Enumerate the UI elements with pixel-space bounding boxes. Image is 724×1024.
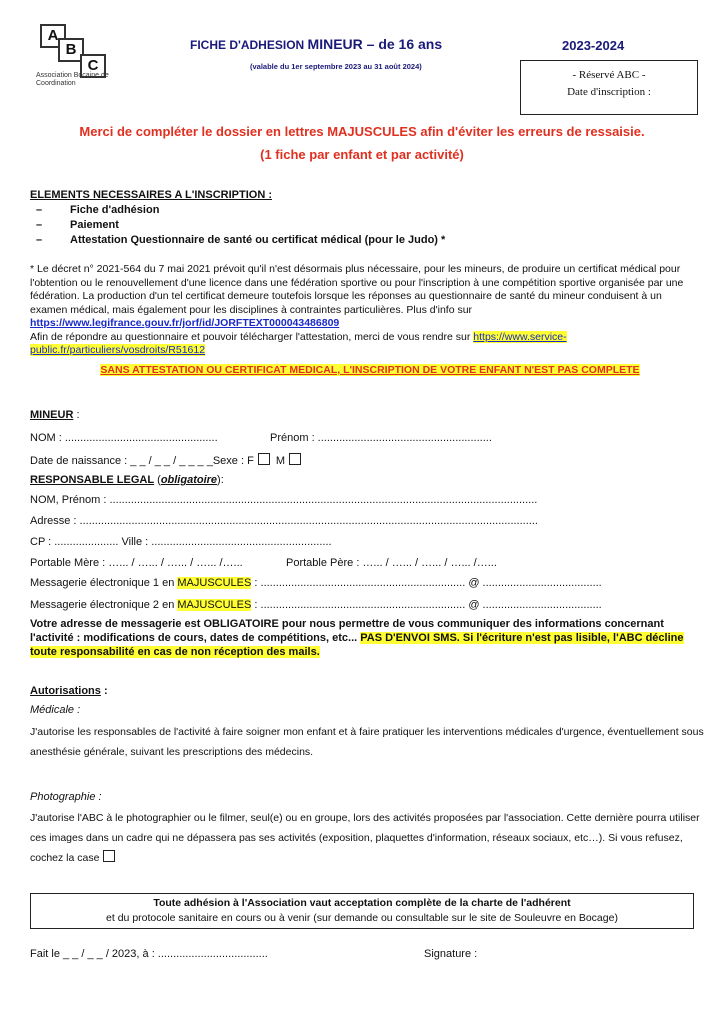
portable-mere-field[interactable]: Portable Mère : …... / …... / …... / …... /…... [30, 557, 243, 569]
fait-le-field[interactable]: Fait le _ _ / _ _ / 2023, à : .................................... [30, 948, 268, 960]
photo-text: J'autorise l'ABC à le photographier ou le filmer, seul(e) ou en groupe, lors des activités proposées par l'association. Cette dernière pourra utiliser ces images dans un cadre qui ne dépassera pas ses activités (exposition, plaquettes d'information, réseaux sociaux, etc…). Si vous refusez, cochez la case [30, 812, 700, 864]
service-public-link[interactable]: https://www.service-public.fr/particuliers/vosdroits/R51612 [30, 330, 567, 356]
reserved-label: - Réservé ABC - [572, 69, 646, 81]
form-title [190, 36, 442, 52]
sex-f-checkbox[interactable] [258, 453, 270, 465]
logo-caption: Association Bocaine de Coordination [36, 72, 109, 87]
autorisations-heading: Autorisations : [30, 685, 108, 697]
cp-ville-field[interactable]: CP : ..................... Ville : ........................................................... [30, 536, 332, 548]
portable-pere-field[interactable]: Portable Père : …... / …... / …... / …... /…... [286, 557, 497, 569]
requirements-list [36, 204, 445, 249]
charter-line-2: et du protocole sanitaire en cours ou à venir (sur demande ou consultable sur le site de Souleuvre en Bocage) [106, 912, 618, 924]
mineur-heading: MINEUR : [30, 409, 80, 421]
photo-refuse-checkbox[interactable] [103, 850, 115, 862]
adresse-field[interactable]: Adresse : ...................................................................................................................................................... [30, 515, 538, 527]
sex-m-checkbox[interactable] [289, 453, 301, 465]
email-1-field[interactable]: Messagerie électronique 1 en MAJUSCULES : ................................................................... @ ....................................... [30, 577, 602, 589]
medical-note [30, 263, 702, 358]
title-prefix: FICHE D'ADHESION [190, 38, 308, 52]
list-item: – Fiche d'adhésion [36, 204, 160, 216]
intro-line-2: (1 fiche par enfant et par activité) [260, 147, 464, 162]
reserved-box [520, 60, 698, 115]
legifrance-link[interactable]: https://www.legifrance.gouv.fr/jorf/id/JORFTEXT000043486809 [30, 317, 340, 329]
medical-warning: SANS ATTESTATION OU CERTIFICAT MEDICAL, L'INSCRIPTION DE VOTRE ENFANT N'EST PAS COMPLETE [100, 364, 640, 376]
validity-period: (valable du 1er septembre 2023 au 31 août 2024) [250, 62, 422, 71]
photo-title: Photographie : [30, 791, 102, 803]
email-notice: Votre adresse de messagerie est OBLIGATOIRE pour nous permettre de vous communiquer des informations concernant l'activité : modifications de cours, dates de compétitions, etc... PAS D'ENVOI SMS. Si l'écriture n'est pas lisible, l'ABC décline toute responsabilité en cas de non réception des mails. [30, 618, 684, 658]
list-item: – Attestation Questionnaire de santé ou certificat médical (pour le Judo) * [36, 234, 446, 246]
birthdate-sex-row [30, 453, 307, 467]
medicale-title: Médicale : [30, 704, 81, 716]
birthdate-field[interactable]: Date de naissance : _ _ / _ _ / _ _ _ _Sexe : F [30, 455, 254, 467]
requirements-heading: ELEMENTS NECESSAIRES A L'INSCRIPTION : [30, 189, 272, 201]
medicale-text: J'autorise les responsables de l'activité à faire soigner mon enfant et à faire pratiquer les interventions médicales d'urgence, éventuellement sous anesthésie générale, suivant les prescriptions des médecins. [30, 726, 704, 758]
logo-letter-b: B [58, 38, 84, 62]
intro-line-1: Merci de compléter le dossier en lettres MAJUSCULES afin d'éviter les erreurs de ressaisie. [79, 124, 645, 139]
responsable-nom-field[interactable]: NOM, Prénom : ............................................................................................................................................ [30, 494, 538, 506]
sex-m-label: M [275, 455, 285, 467]
signature-label: Signature : [424, 948, 478, 960]
registration-date-label: Date d'inscription : [567, 86, 651, 98]
logo-letter-c: C [80, 54, 106, 78]
charter-box [30, 893, 694, 929]
association-logo [36, 20, 114, 104]
mineur-nom-field[interactable]: NOM : .................................................. [30, 432, 218, 444]
charter-line-1: Toute adhésion à l'Association vaut acceptation complète de la charte de l'adhérent [153, 897, 571, 909]
logo-letter-a: A [40, 24, 66, 48]
title-main: MINEUR – de 16 ans [307, 36, 443, 52]
note-text: * Le décret n° 2021-564 du 7 mai 2021 prévoit qu'il n'est désormais plus nécessaire, pour les mineurs, de produire un certificat médical pour l'obtention ou le renouvellement d'une licence dans une fédération sportive ou pour l'inscription à une compétition sportive organisée par une fédération. La production d'un tel certificat demeure toutefois lorsque les réponses au questionnaire de santé du mineur conduisent à un examen médical, mais également pour les disciplines à contraintes particulières. Plus d'info sur [30, 263, 684, 316]
email-2-field[interactable]: Messagerie électronique 2 en MAJUSCULES : ................................................................... @ ....................................... [30, 599, 602, 611]
list-item: – Paiement [36, 219, 119, 231]
responsable-heading: RESPONSABLE LEGAL (obligatoire): [30, 474, 224, 486]
note-text-2: Afin de répondre au questionnaire et pouvoir télécharger l'attestation, merci de vous rendre sur [30, 330, 474, 343]
season-year: 2023-2024 [562, 38, 625, 53]
mineur-prenom-field[interactable]: Prénom : ......................................................... [270, 432, 492, 444]
